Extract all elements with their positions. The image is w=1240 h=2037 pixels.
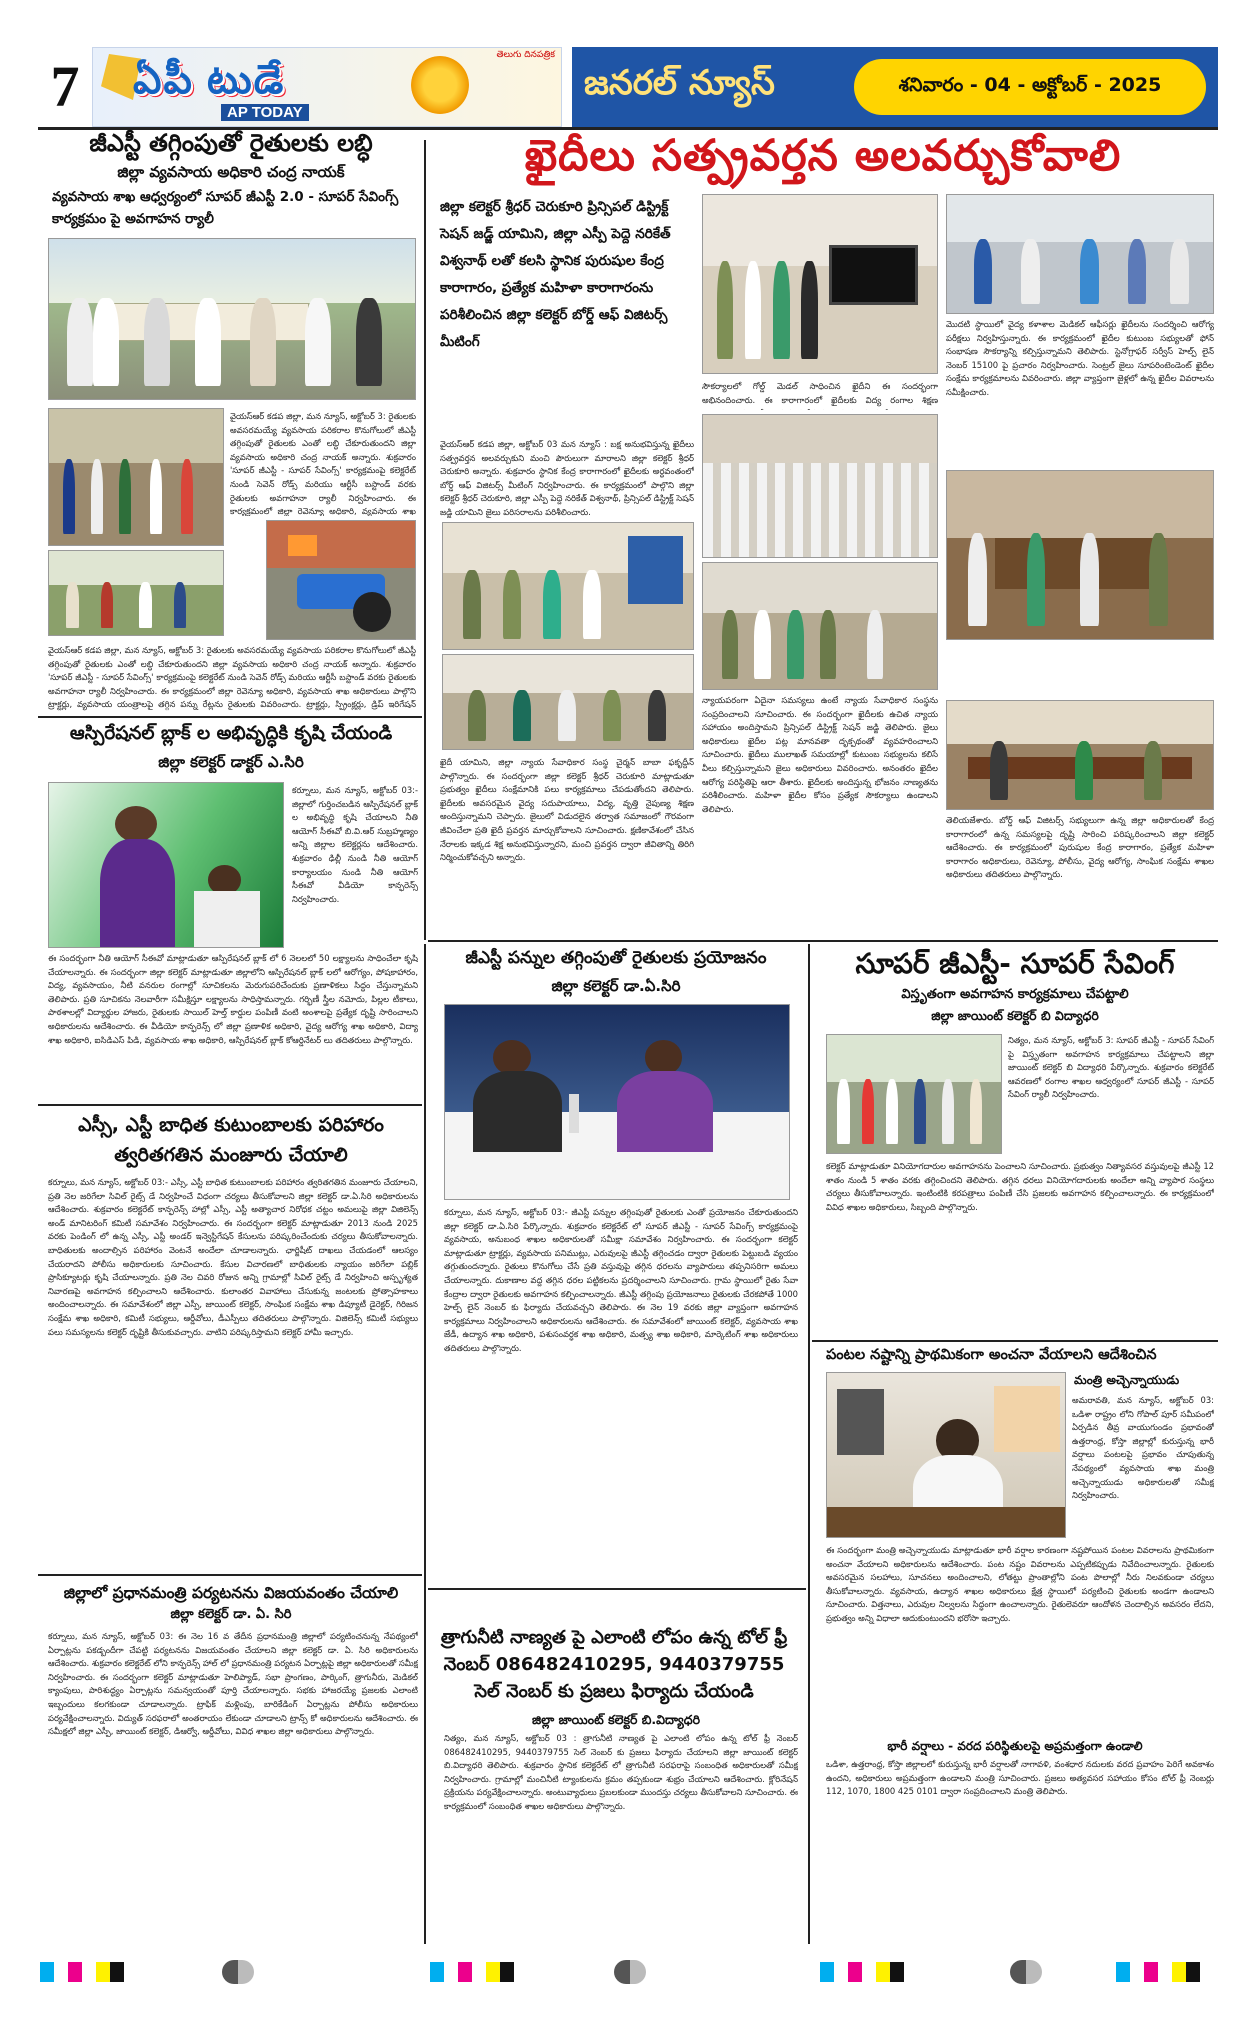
tollfree-byline: జిల్లా జాయింట్ కలెక్టర్ బి.విద్యాధరి — [532, 1712, 700, 1727]
color-bar — [40, 1962, 124, 1982]
hospital-visit-photo — [946, 194, 1214, 314]
jail-visit-photo-1 — [442, 522, 694, 650]
lead-body-3: సౌకర్యాలలో గోల్డ్ మెడల్ సాధించిన ఖైదీని ఈ సందర్భంగా అభినందించారు. ఈ కారాగారంలో ఖైదీలకు విద్య రంగాల శిక్షణ — [702, 381, 938, 405]
minister-byline: మంత్రి అచ్చెన్నాయుడు — [1074, 1373, 1180, 1387]
gst-farmers-body: వైయస్ఆర్ కడప జిల్లా, మన న్యూస్, అక్టోబర్ 3: రైతులకు అవసరమయ్యే వ్యవసాయ పరికరాల కొనుగోలులో జీఎస్టీ తగ్గింపుతో రైతులకు ఎంతో లబ్ధి చేకూరుతుందని జిల్లా వ్యవసాయ అధికారి చంద్ర నాయక్ అన్నారు. శుక్రవారం 'సూపర్ జీఎస్టీ - సూపర్ సేవింగ్స్' కార్యక్రమంపై కలెక్టరేట్ నుండి సెవెన్ రోడ్స్ మరియు ఆర్టీసీ బస్టాండ్ వరకు రైతులకు అవగాహనా ర్యాలీ నిర్వహించారు. ఈ కార్యక్రమంలో జిల్లా రెవెన్యూ అధికారి, వ్యవసాయ శాఖ — [230, 411, 416, 516]
section-banner — [572, 47, 1218, 127]
pm-tour-byline: జిల్లా కలెక్టర్ డా. ఏ. సిరి — [170, 1607, 292, 1622]
minister-body-side: అమరావతి, మన న్యూస్, అక్టోబర్ 03: ఒడిశా రాష్ట్రం లోని గోపాల్ పూర్ సమీపంలో ఏర్పడిన తీవ్ర వాయుగుండం ప్రభావంతో ఉత్తరాంధ్ర, కోస్తా జిల్లాల్లో కురుస్తున్న భారీ వర్షాలు పంటలపై ప్రభావం చూపుతున్న నేపథ్యంలో వ్యవసాయ శాఖ మంత్రి అచ్చెన్నాయుడు అధికారులతో సమీక్ష నిర్వహించారు. — [1072, 1395, 1214, 1501]
gst-review-photo — [444, 1004, 790, 1200]
rally-photo-2 — [48, 408, 224, 546]
jail-visit-photo-2 — [442, 654, 694, 750]
scst-headline: ఎస్సీ, ఎస్టీ బాధిత కుటుంబాలకు పరిహారం త్వరితగతిన మంజూరు చేయాలి — [78, 1114, 384, 1166]
super-gst-rally-photo — [826, 1034, 1002, 1154]
tollfree-headline: త్రాగునీటి నాణ్యత పై ఎలాంటి లోపం ఉన్న టోల్ ఫ్రీ నెంబర్ 086482410295, 9440379755 సెల్ నెంబర్ కు ప్రజలు ఫిర్యాదు చేయండి — [440, 1627, 788, 1702]
logo-title: ఏపీ టుడే — [133, 58, 286, 102]
jail-visit-photo-4 — [702, 562, 938, 690]
aspirational-headline: ఆస్పిరేషనల్ బ్లాక్ ల అభివృద్ధికి కృషి చేయండి — [69, 723, 393, 744]
page-number: 7 — [50, 54, 80, 119]
aspirational-byline: జిల్లా కలెక్టర్ డాక్టర్ ఎ.సిరి — [158, 753, 304, 771]
lead-body-1: వైయస్ఆర్ కడప జిల్లా, అక్టోబర్ 03 మన న్యూస్ : బక్ష అనుభవిస్తున్న ఖైదీలు సత్ప్రవర్తన అలవర్చుకుని మంచి పౌరులుగా మారాలని జిల్లా కలెక్టర్ శ్రీధర్ చెరుకూరి అన్నారు. శుక్రవారం స్థానిక కేంద్ర కారాగారంలో ఖైదీలకు అర్ధవంతంలో బోర్డ్ ఆఫ్ విజిటర్స్ మీటింగ్ నిర్వహించారు. ఈ కార్యక్రమంలో పాల్గొని జిల్లా కలెక్టర్ శ్రీధర్ చెరుకూరి, జిల్లా ఎస్పీ పెద్దె నరికేత్ విశ్వనాథ్, ప్రిన్సిపల్ డిస్ట్రిక్ట్ సెషన్ జడ్జి యామిని జైలు పరిసరాలను పరిశీలించారు. — [440, 439, 694, 517]
prisoners-gathering-photo — [702, 414, 938, 558]
row-rule — [812, 1340, 1218, 1342]
tollfree-body: నిత్యం, మన న్యూస్, అక్టోబర్ 03 : త్రాగునీటి నాణ్యత పై ఎలాంటి లోపం ఉన్న టోల్ ఫ్రీ నెంబర్ 086482410295, 9440379755 సెల్ నెంబర్ కు ప్రజలు ఫిర్యాదు చేయాలని జిల్లా జాయింట్ కలెక్టర్ బి.విద్యాధరి తెలిపారు. శుక్రవారం స్థానిక కలెక్టరేట్ లో త్రాగునీటి సరఫరాపై సంబంధిత అధికారులతో సమీక్ష నిర్వహించారు. గ్రామాల్లో మంచినీటి ట్యాంకులను క్రమం తప్పకుండా శుభ్రం చేయాలని ఆదేశించారు. క్లోరినేషన్ ప్రక్రియను పర్యవేక్షించాలన్నారు. అంటువ్యాధులు ప్రబలకుండా ముందస్తు చర్యలు తీసుకోవాలని సూచించారు. ఈ కార్యక్రమంలో సంబంధిత శాఖల అధికారులు పాల్గొన్నారు. — [444, 1733, 798, 1811]
color-bar — [1116, 1962, 1200, 1982]
gst-farmers-subhead: వ్యవసాయ శాఖ ఆధ్వర్యంలో సూపర్ జీఎస్టీ 2.0 - సూపర్ సేవింగ్స్ కార్యక్రమం పై అవగాహన ర్యాలీ — [52, 189, 399, 227]
row-rule — [38, 1104, 422, 1106]
minister-body-2: ఒడిశా, ఉత్తరాంధ్ర, కోస్తా జిల్లాలలో కురుస్తున్న భారీ వర్షాలతో నాగావళి, వంశధార నదులకు వరద ప్రవాహం పెరిగే అవకాశం ఉందని, అధికారులు అప్రమత్తంగా ఉండాలని మంత్రి సూచించారు. ప్రజలు అత్యవసర సహాయం కోసం టోల్ ఫ్రీ నెంబర్లు 112, 1070, 1800 425 0101 ద్వారా సంప్రదించాలని మంత్రి తెలిపారు. — [826, 1759, 1214, 1797]
board-meeting-photo — [946, 700, 1214, 810]
color-bar — [430, 1962, 514, 1982]
minister-photo — [826, 1372, 1066, 1538]
lead-body-6: తెలియజేశారు. బోర్డ్ ఆఫ్ విజిటర్స్ సభ్యులుగా ఉన్న జిల్లా అధికారులతో కేంద్ర కారాగారంలో ఉన్న సమస్యలపై దృష్టి సారించి పరిష్కరించాలని జిల్లా కలెక్టర్ ఆదేశించారు. ఈ కార్యక్రమంలో పురుషుల కేంద్ర కారాగారం, ప్రత్యేక మహిళా కారాగారం అధికారులు, రెవెన్యూ, పోలీసు, వైద్య ఆరోగ్య, సాంఘిక సంక్షేమ శాఖల అధికారులు తదితరులు పాల్గొన్నారు. — [946, 815, 1214, 880]
column-rule — [424, 140, 426, 940]
super-gst-subhead: విస్తృతంగా అవగాహన కార్యక్రమాలు చేపట్టాలి — [901, 987, 1129, 1002]
lead-body-4: న్యాయపరంగా ఏదైనా సమస్యలు ఉంటే న్యాయ సేవాధికార సంస్థను సంప్రదించాలని సూచించారు. ఈ సందర్భంగా ఖైదీలకు ఉచిత న్యాయ సహాయం అందిస్తామని ప్రిన్సిపల్ డిస్ట్రిక్ట్ సెషన్ జడ్జి తెలిపారు. జైలు అధికారులు ఖైదీల పట్ల మానవతా దృక్పథంతో వ్యవహరించాలని సూచించారు. ఖైదీలు ములాఖత్ సమయాల్లో కుటుంబ సభ్యులను కలిసే వీలు కల్పిస్తున్నామని జైలు అధికారులు వివరించారు. అనంతరం ఖైదీల ఆరోగ్య పరిస్థితిపై ఆరా తీశారు. ఖైదీలకు అందిస్తున్న భోజనం నాణ్యతను పరిశీలించారు. మహిళా ఖైదీల కోసం ప్రత్యేక సౌకర్యాలు ఉండాలని తెలిపారు. — [702, 695, 938, 814]
logo-tagline: తెలుగు దినపత్రిక — [496, 50, 555, 60]
registration-mark — [1010, 1960, 1042, 1984]
row-rule — [38, 1574, 422, 1576]
scst-body: కర్నూలు, మన న్యూస్, అక్టోబర్ 03:- ఎస్సీ, ఎస్టీ బాధిత కుటుంబాలకు పరిహారం త్వరితగతిన మంజూరు చేయాలని, ప్రతి నెల జరిగేలా సివిల్ రైట్స్ డే నిర్వహించే విధంగా చర్యలు తీసుకోవాలని జిల్లా కలెక్టర్ డా.ఏ.సిరి అధికారులను ఆదేశించారు. శుక్రవారం కలెక్టరేట్ కాన్ఫరెన్స్ హాల్లో ఎస్సీ, ఎస్టీ అత్యాచార నిరోధక చట్టం అమలుపై జిల్లా విజిలెన్స్ అండ్ మానిటరింగ్ కమిటీ సమావేశం నిర్వహించారు. ఈ సందర్భంగా కలెక్టర్ మాట్లాడుతూ 2013 నుండి 2025 వరకు పెండింగ్ లో ఉన్న ఎస్సీ, ఎస్టీ అండర్ ఇన్వెస్టిగేషన్ కేసులను పరిష్కరించేందుకు చర్యలు తీసుకోవాలన్నారు. బాధితులకు అందాల్సిన పరిహారం వెంటనే అందేలా చూడాలన్నారు. ఛార్జిషీట్ దాఖలు చేయడంలో ఆలస్యం చేయరాదని పోలీసు అధికారులకు సూచించారు. కేసుల విచారణలో బాధితులకు న్యాయం జరిగేలా పబ్లిక్ ప్రాసిక్యూటర్లు కృషి చేయాలన్నారు. ప్రతి నెల చివరి రోజున అన్ని గ్రామాల్లో సివిల్ రైట్స్ డే నిర్వహించి అస్పృశ్యత నివారణపై అవగాహన కల్పించాలని ఆదేశించారు. కులాంతర వివాహాలు చేసుకున్న జంటలకు ప్రోత్సాహకాలు అందించాలన్నారు. ఈ సమావేశంలో జిల్లా ఎస్పీ, జాయింట్ కలెక్టర్, సాంఘిక సంక్షేమ శాఖ డిప్యూటీ డైరెక్టర్, గిరిజన సంక్షేమ శాఖ అధికారి, కమిటీ సభ్యులు, ఆర్డీవోలు, డీఎస్పీలు తదితరులు పాల్గొన్నారు. విజిలెన్స్ కమిటీ సభ్యులు పలు సమస్యలను కలెక్టర్ దృష్టికి తీసుకువచ్చారు. వాటిని పరిష్కరిస్తామని కలెక్టర్ హామీ ఇచ్చారు. — [48, 1177, 418, 1337]
logo-subtitle: AP TODAY — [221, 104, 309, 121]
gst-tax-body: కర్నూలు, మన న్యూస్, అక్టోబర్ 03:- జీఎస్టీ పన్నుల తగ్గింపుతో రైతులకు ఎంతో ప్రయోజనం చేకూరుతుందని జిల్లా కలెక్టర్ డా.ఏ.సిరి పేర్కొన్నారు. శుక్రవారం కలెక్టరేట్ లో సూపర్ జీఎస్టీ - సూపర్ సేవింగ్స్ కార్యక్రమంపై వ్యవసాయ, అనుబంధ శాఖల అధికారులతో సమీక్షా సమావేశం నిర్వహించారు. ఈ సందర్భంగా కలెక్టర్ మాట్లాడుతూ ట్రాక్టర్లు, వ్యవసాయ పనిముట్లు, ఎరువులపై జీఎస్టీ తగ్గించడం ద్వారా రైతులకు పెట్టుబడి వ్యయం తగ్గుతుందన్నారు. రైతులు కొనుగోలు చేసే ప్రతి వస్తువుపై తగ్గిన ధరలను వ్యాపారులు తప్పనిసరిగా అమలు చేయాలన్నారు. దుకాణాల వద్ద తగ్గిన ధరల పట్టికలను ప్రదర్శించాలని సూచించారు. గ్రామ స్థాయిలో రైతు సేవా కేంద్రాల ద్వారా రైతులకు అవగాహన కల్పించాలన్నారు. జీఎస్టీ తగ్గింపు ప్రయోజనాలు రైతులకు చేరకపోతే 1000 హెల్ప్ లైన్ నెంబర్ కు ఫిర్యాదు చేయవచ్చని తెలిపారు. ఈ నెల 19 వరకు జిల్లా వ్యాప్తంగా అవగాహన కార్యక్రమాలు నిర్వహించాలని అధికారులను ఆదేశించారు. ఈ సమావేశంలో జాయింట్ కలెక్టర్, వ్యవసాయ శాఖ జేడీ, ఉద్యాన శాఖ అధికారి, పశుసంవర్ధక శాఖ అధికారి, మత్స్య శాఖ అధికారి, మార్కెటింగ్ శాఖ అధికారులు తదితరులు పాల్గొన్నారు. — [444, 1207, 798, 1353]
sun-icon — [411, 56, 469, 114]
column-rule — [808, 944, 810, 1944]
column-rule — [424, 944, 426, 1944]
gst-farmers-body-cont: వైయస్ఆర్ కడప జిల్లా, మన న్యూస్, అక్టోబర్ 3: రైతులకు అవసరమయ్యే వ్యవసాయ పరికరాల కొనుగోలులో జీఎస్టీ తగ్గింపుతో రైతులకు ఎంతో లబ్ధి చేకూరుతుందని జిల్లా వ్యవసాయ అధికారి చంద్ర నాయక్ అన్నారు. శుక్రవారం 'సూపర్ జీఎస్టీ - సూపర్ సేవింగ్స్' కార్యక్రమంపై కలెక్టరేట్ నుండి సెవెన్ రోడ్స్ మరియు ఆర్టీసీ బస్టాండ్ వరకు రైతులకు అవగాహనా ర్యాలీ నిర్వహించారు. ఈ కార్యక్రమంలో జిల్లా రెవెన్యూ అధికారి, వ్యవసాయ శాఖ అధికారులు పాల్గొని ట్రాక్టర్లు, వ్యవసాయ యంత్రాలపై తగ్గిన పన్ను రేట్లను రైతులకు వివరించారు. ట్రాక్టర్లు, స్ప్రింక్లర్లు, డ్రిప్ ఇరిగేషన్ — [48, 645, 416, 710]
aspirational-body-side: కర్నూలు, మన న్యూస్, అక్టోబర్ 03:-జిల్లాలో గుర్తించబడిన ఆస్పిరేషనల్ బ్లాక్ ల అభివృద్ధి కృషి చేయాలని నీతి ఆయోగ్ సీఈవో బి.వి.ఆర్ సుబ్రహ్మణ్యం అన్ని జిల్లాల కలెక్టర్లను ఆదేశించారు. శుక్రవారం ఢిల్లీ నుండి నీతి ఆయోగ్ కార్యాలయం నుండి నీతి ఆయోగ్ సీఈవో వీడియో కాన్ఫరెన్స్ నిర్వహించారు. — [292, 785, 418, 904]
newspaper-logo — [92, 47, 562, 127]
jail-visit-photo-3 — [702, 194, 938, 374]
row-rule — [38, 716, 422, 718]
gst-tax-byline: జిల్లా కలెక్టర్ డా.ఏ.సిరి — [551, 977, 681, 995]
super-gst-body: కలెక్టర్ మాట్లాడుతూ వినియోగదారుల అవగాహనను పెంచాలని సూచించారు. ప్రభుత్వం నిత్యావసర వస్తువులపై జీఎస్టీ 12 శాతం నుండి 5 శాతం వరకు తగ్గించిందని తెలిపారు. తగ్గిన ధరలు వినియోగదారులకు అందేలా అన్ని వ్యాపార సంస్థలు చర్యలు తీసుకోవాలన్నారు. ఇంటింటికి కరపత్రాలు పంపిణీ చేసి ప్రజలకు అవగాహన కల్పించాలన్నారు. ఈ కార్యక్రమంలో వివిధ శాఖల అధికారులు, సిబ్బంది పాల్గొన్నారు. — [826, 1161, 1214, 1212]
lead-body-2: ఖైదీ యామిని, జిల్లా న్యాయ సేవాధికార సంస్థ చైర్మన్ బాబా ఫకృద్దీన్ పాల్గొన్నారు. ఈ సందర్భంగా జిల్లా కలెక్టర్ శ్రీధర్ చెరుకూరి మాట్లాడుతూ ప్రభుత్వం ఖైదీలు సంక్షేమానికి పలు కార్యక్రమాలు చేపడుతోందని తెలిపారు. ఖైదీలకు అవసరమైన వైద్య సదుపాయాలు, విద్య, వృత్తి నైపుణ్య శిక్షణ అందిస్తున్నామని చెప్పారు. జైలులో విడుదలైన తర్వాత సమాజంలో గౌరవంగా జీవించేలా ప్రతి ఖైదీ ప్రవర్తన మార్చుకోవాలని సూచించారు. క్షణికావేశంలో చేసిన నేరాలకు ఇక్కడ శిక్ష అనుభవిస్తున్నారని, మంచి ప్రవర్తన ద్వారా జీవితాన్ని తిరిగి నిర్మించుకోవచ్చని అన్నారు. — [440, 757, 694, 863]
collector-speaking-photo — [48, 782, 284, 948]
pm-tour-headline: జిల్లాలో ప్రధానమంత్రి పర్యటనను విజయవంతం చేయాలి — [63, 1584, 399, 1602]
lead-body-5: మొదటి స్థాయిలో వైద్య కళాశాల మెడికల్ ఆఫీసర్లు ఖైదీలను సందర్శించి ఆరోగ్య పరీక్షలు నిర్వహిస్తున్నారు. ఈ కార్యక్రమంలో ఖైదీల కుటుంబ సభ్యులతో ఫోన్ సంభాషణ సౌకర్యాన్ని కల్పిస్తున్నామని తెలిపారు. స్టెనోగ్రాఫర్ సర్వీస్ హెల్ప్ లైన్ నెంబర్ 15100 పై ప్రచారం నిర్వహించారు. సెంట్రల్ జైలు సూపరింటెండెంట్ ఖైదీల సంక్షేమ కార్యక్రమాలను వివరించారు. జిల్లా వ్యాప్తంగా జైళ్లలో ఉన్న ఖైదీల వివరాలను సమీక్షించారు. — [946, 319, 1214, 397]
aspirational-body: ఈ సందర్భంగా నీతి ఆయోగ్ సీఈవో మాట్లాడుతూ ఆస్పిరేషనల్ బ్లాక్ లో 6 నెలలలో 50 లక్ష్యాలను సాధించేలా కృషి చేయాలన్నారు. ఈ సందర్భంగా జిల్లా కలెక్టర్ మాట్లాడుతూ జిల్లాలోని ఆస్పిరేషనల్ బ్లాక్ లలో ఆరోగ్యం, పోషకాహారం, విద్య, వ్యవసాయం, నీటి వనరుల రంగాల్లో సూచికలను మెరుగుపరిచేందుకు ప్రణాళికలు సిద్ధం చేస్తున్నామని తెలిపారు. ప్రతి సూచికను నెలవారీగా సమీక్షిస్తూ లక్ష్యాలను సాధిస్తామన్నారు. గర్భిణీ స్త్రీల నమోదు, పిల్లల టీకాలు, పాఠశాలల్లో విద్యార్థుల హాజరు, రైతులకు సాయిల్ హెల్త్ కార్డుల పంపిణీ వంటి అంశాలపై ప్రత్యేక దృష్టి సారించాలని అధికారులను ఆదేశించారు. ఈ వీడియో కాన్ఫరెన్స్ లో జిల్లా ప్రణాళిక అధికారి, వైద్య ఆరోగ్య శాఖ అధికారి, విద్యా శాఖ అధికారి, ఐసిడిఎస్ పిడి, వ్యవసాయ శాఖ అధికారి, ఆస్పిరేషనల్ బ్లాక్ కోఆర్డినేటర్ లు తదితరులు పాల్గొన్నారు. — [48, 953, 418, 1045]
gst-farmers-byline: జిల్లా వ్యవసాయ అధికారి చంద్ర నాయక్ — [117, 163, 345, 181]
super-gst-body-side: నిత్యం, మన న్యూస్, అక్టోబర్ 3: సూపర్ జీఎస్టీ - సూపర్ సేవింగ్ పై విస్తృతంగా అవగాహన కార్యక్రమాలు చేపట్టాలని జిల్లా జాయింట్ కలెక్టర్ బి విద్యాధరి పేర్కొన్నారు. శుక్రవారం కలెక్టరేట్ ఆవరణలో రంగాల శాఖల ఆధ్వర్యంలో సూపర్ జీఎస్టీ - సూపర్ సేవింగ్ ర్యాలీ నిర్వహించారు. — [1008, 1035, 1214, 1100]
tractor-photo — [266, 520, 416, 640]
minister-subhead: భారీ వర్షాలు - వరద పరిస్థితులపై అప్రమత్తంగా ఉండాలి — [887, 1739, 1143, 1753]
pm-tour-body: కర్నూలు, మన న్యూస్, అక్టోబర్ 03: ఈ నెల 16 వ తేదీన ప్రధానమంత్రి జిల్లాలో పర్యటించనున్న నేపథ్యంలో ఏర్పాట్లను పకడ్బందీగా చేపట్టి పర్యటనను విజయవంతం చేయాలని జిల్లా కలెక్టర్ డా. ఏ. సిరి అధికారులను ఆదేశించారు. శుక్రవారం కలెక్టరేట్ లోని కాన్ఫరెన్స్ హాల్ లో ప్రధానమంత్రి పర్యటన ఏర్పాట్లపై జిల్లా అధికారులతో సమీక్ష నిర్వహించారు. ఈ సందర్భంగా కలెక్టర్ మాట్లాడుతూ హెలిప్యాడ్, సభా ప్రాంగణం, పార్కింగ్, త్రాగునీరు, మెడికల్ క్యాంపులు, పారిశుద్ధ్యం ఏర్పాట్లను సమన్వయంతో పూర్తి చేయాలన్నారు. సభకు హాజరయ్యే ప్రజలకు ఎలాంటి ఇబ్బందులు కలగకుండా చూడాలన్నారు. ట్రాఫిక్ మళ్లింపు, బారికేడింగ్ ఏర్పాట్లను పోలీసు అధికారులు పర్యవేక్షించాలన్నారు. విద్యుత్ సరఫరాలో అంతరాయం లేకుండా చూడాలని ట్రాన్స్ కో అధికారులను ఆదేశించారు. ఈ సమీక్షలో జిల్లా ఎస్పీ, జాయింట్ కలెక్టర్, డిఆర్వో, ఆర్డీవోలు, వివిధ శాఖల జిల్లా అధికారులు పాల్గొన్నారు. — [48, 1631, 418, 1737]
gst-farmers-headline: జీఎస్టీ తగ్గింపుతో రైతులకు లబ్ధి — [89, 129, 373, 157]
section-title: జనరల్ న్యూస్ — [584, 63, 775, 103]
rally-photo-3 — [48, 550, 224, 636]
issue-date: శనివారం - 04 - అక్టోబర్ - 2025 — [854, 59, 1206, 115]
gst-tax-headline: జీఎస్టీ పన్నుల తగ్గింపుతో రైతులకు ప్రయోజనం — [465, 948, 767, 968]
lead-subhead: జిల్లా కలెక్టర్ శ్రీధర్ చెరుకూరి ప్రిన్సిపల్ డిస్ట్రిక్ట్ సెషన్ జడ్జ్ యామిని, జిల్లా ఎస్పీ పెద్దె నరికేత్ విశ్వనాథ్ లతో కలసి స్థానిక పురుషుల కేంద్ర కారాగారం, ప్రత్యేక మహిళా కారాగారంను పరిశీలించిన జిల్లా కలెక్టర్ బోర్డ్ ఆఫ్ విజిటర్స్ మీటింగ్ — [440, 199, 671, 350]
minister-body: ఈ సందర్భంగా మంత్రి అచ్చెన్నాయుడు మాట్లాడుతూ భారీ వర్షాల కారణంగా నష్టపోయిన పంటల వివరాలను ప్రాథమికంగా అంచనా వేయాలని అధికారులను ఆదేశించారు. పంట నష్టం వివరాలను ఎప్పటికప్పుడు నివేదించాలన్నారు. రైతులకు అవసరమైన సలహాలు, సూచనలు అందించాలని, లోతట్టు ప్రాంతాల్లోని పంట పొలాల్లో నీరు నిలవకుండా చర్యలు తీసుకోవాలన్నారు. వ్యవసాయ, ఉద్యాన శాఖల అధికారులు క్షేత్ర స్థాయిలో పర్యటించి రైతులకు అండగా ఉండాలని సూచించారు. విత్తనాలు, ఎరువుల నిల్వలను సిద్ధంగా ఉంచాలన్నారు. రైతులెవరూ ఆందోళన చెందాల్సిన అవసరం లేదని, ప్రభుత్వం అన్ని విధాలా ఆదుకుంటుందని భరోసా ఇచ్చారు. — [826, 1545, 1214, 1623]
minister-headline: పంటల నష్టాన్ని ప్రాథమికంగా అంచనా వేయాలని ఆదేశించిన — [826, 1347, 1157, 1363]
masthead — [38, 44, 1218, 130]
super-gst-byline: జిల్లా జాయింట్ కలెక్టర్ బి విద్యాధరి — [931, 1008, 1099, 1023]
meeting-room-photo — [946, 470, 1214, 640]
rally-photo — [48, 238, 416, 400]
row-rule — [428, 940, 1218, 942]
registration-mark — [222, 1960, 254, 1984]
super-gst-headline: సూపర్ జీఎస్టీ- సూపర్ సేవింగ్ — [855, 947, 1175, 980]
lead-headline: ఖైదీలు సత్ప్రవర్తన అలవర్చుకోవాలి — [524, 131, 1122, 181]
registration-mark — [614, 1960, 646, 1984]
color-bar — [820, 1962, 904, 1982]
